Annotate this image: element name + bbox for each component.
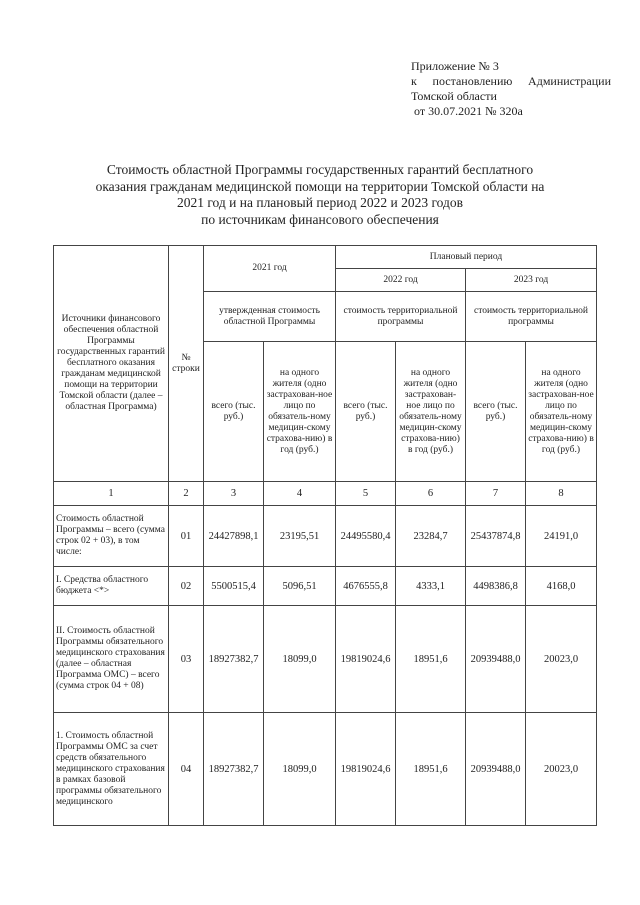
- row-number: 03: [169, 606, 204, 713]
- header-year-2023: 2023 год: [466, 269, 597, 292]
- column-number: 3: [204, 482, 264, 506]
- column-number: 6: [396, 482, 466, 506]
- header-per-resident: на одного жителя (одно застрахован-ное лицо по обязатель-ному медицин-скому страхова-нию) в год (руб.): [396, 342, 466, 482]
- cell-value: 25437874,8: [466, 506, 526, 567]
- header-territorial-cost-2023: стоимость территориальной программы: [466, 292, 597, 342]
- cell-value: 19819024,6: [336, 713, 396, 826]
- cell-value: 18099,0: [264, 606, 336, 713]
- cell-value: 20939488,0: [466, 606, 526, 713]
- cell-value: 4333,1: [396, 567, 466, 606]
- document-title: [60, 162, 580, 228]
- appendix-date: от 30.07.2021 № 320а: [414, 104, 523, 118]
- cell-value: 18099,0: [264, 713, 336, 826]
- cell-value: 20023,0: [526, 606, 597, 713]
- table-row: [54, 567, 597, 606]
- cell-value: 18951,6: [396, 606, 466, 713]
- cell-value: 20023,0: [526, 713, 597, 826]
- cell-value: 5096,51: [264, 567, 336, 606]
- column-number: 7: [466, 482, 526, 506]
- header-per-resident: на одного жителя (одно застрахован-ное лицо по обязатель-ному медицин-скому страхова-нию) в год (руб.): [264, 342, 336, 482]
- cell-value: 4168,0: [526, 567, 597, 606]
- column-numbers-row: [54, 482, 597, 506]
- cell-value: 18927382,7: [204, 713, 264, 826]
- cell-value: 20939488,0: [466, 713, 526, 826]
- cell-value: 24191,0: [526, 506, 597, 567]
- row-label: II. Стоимость областной Программы обязательного медицинского страхования (далее – областная Программа ОМС) – всего (сумма строк 04 + 08): [54, 606, 169, 713]
- column-number: 5: [336, 482, 396, 506]
- column-number: 2: [169, 482, 204, 506]
- appendix-decree-line: [411, 74, 611, 89]
- title-line: 2021 год и на плановый период 2022 и 2023 годов: [176, 195, 464, 210]
- column-number: 4: [264, 482, 336, 506]
- appendix-word: постановлению: [432, 74, 513, 88]
- cell-value: 23284,7: [396, 506, 466, 567]
- column-number: 8: [526, 482, 597, 506]
- header-per-resident: на одного жителя (одно застрахован-ное лицо по обязатель-ному медицин-скому страхова-нию) в год (руб.): [526, 342, 597, 482]
- row-label: 1. Стоимость областной Программы ОМС за счет средств обязательного медицинского страхования в рамках базовой программы обязательного медицинского: [54, 713, 169, 826]
- header-total: всего (тыс. руб.): [466, 342, 526, 482]
- cell-value: 24495580,4: [336, 506, 396, 567]
- cell-value: 19819024,6: [336, 606, 396, 713]
- row-label: I. Средства областного бюджета <*>: [54, 567, 169, 606]
- table-row: [54, 606, 597, 713]
- table-row: [54, 713, 597, 826]
- header-total: всего (тыс. руб.): [204, 342, 264, 482]
- appendix-word: к: [411, 74, 417, 88]
- header-year-2022: 2022 год: [336, 269, 466, 292]
- header-approved-cost: утвержденная стоимость областной Программы: [204, 292, 336, 342]
- table-row: [54, 506, 597, 567]
- appendix-word: Администрации: [528, 74, 611, 88]
- header-sources: Источники финансового обеспечения областной Программы государственных гарантий бесплатного оказания гражданам медицинской помощи на территории Томской области (далее – областная Программа): [54, 246, 169, 482]
- cell-value: 18951,6: [396, 713, 466, 826]
- row-number: 04: [169, 713, 204, 826]
- header-territorial-cost-2022: стоимость территориальной программы: [336, 292, 466, 342]
- header-plan-period: Плановый период: [336, 246, 597, 269]
- appendix-block: [411, 59, 611, 119]
- title-line: Стоимость областной Программы государственных гарантий бесплатного: [106, 162, 534, 177]
- cell-value: 4498386,8: [466, 567, 526, 606]
- cell-value: 4676555,8: [336, 567, 396, 606]
- row-label: Стоимость областной Программы – всего (сумма строк 02 + 03), в том числе:: [54, 506, 169, 567]
- cell-value: 23195,51: [264, 506, 336, 567]
- title-line: по источникам финансового обеспечения: [201, 211, 439, 227]
- cell-value: 24427898,1: [204, 506, 264, 567]
- cell-value: 18927382,7: [204, 606, 264, 713]
- row-number: 01: [169, 506, 204, 567]
- appendix-region: Томской области: [411, 89, 497, 103]
- header-year-2021: 2021 год: [204, 246, 336, 292]
- header-total: всего (тыс. руб.): [336, 342, 396, 482]
- header-row-no: № строки: [169, 246, 204, 482]
- cell-value: 5500515,4: [204, 567, 264, 606]
- cost-table: [53, 245, 597, 826]
- column-number: 1: [54, 482, 169, 506]
- appendix-title: Приложение № 3: [411, 59, 499, 73]
- row-number: 02: [169, 567, 204, 606]
- title-line: оказания гражданам медицинской помощи на территории Томской области на: [95, 178, 545, 194]
